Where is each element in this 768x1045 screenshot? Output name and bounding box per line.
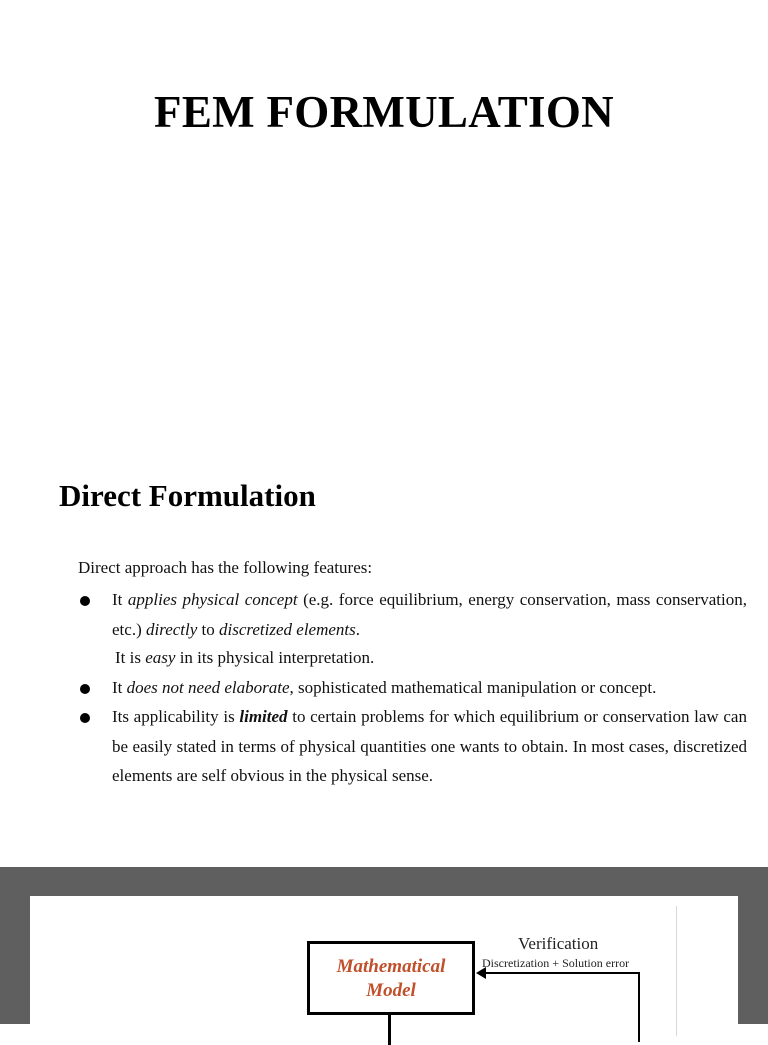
text-run: directly: [145, 619, 198, 639]
text-run: (e.g. force equilibrium, energy conservation, mass conservation, etc.): [112, 590, 748, 639]
bullet-subline: [115, 648, 374, 668]
feedback-arrow-vertical: [638, 972, 640, 1042]
text-run: .: [355, 619, 361, 639]
text-run: does not need elaborate: [126, 678, 290, 697]
text-run: Its applicability is: [112, 707, 240, 726]
text-run: limited: [239, 707, 288, 726]
intro-text: Direct approach has the following features:: [78, 558, 373, 577]
diagram-page: [30, 896, 738, 1036]
section-heading: Direct Formulation: [59, 478, 316, 513]
bullet-dot-icon: [80, 684, 90, 694]
text-run: It: [112, 590, 128, 609]
text-run: applies physical concept: [127, 590, 298, 609]
text-run: to: [197, 619, 220, 639]
text-run: It is: [115, 648, 146, 667]
bullet-text-2: [112, 673, 747, 703]
bullet-text-1: [112, 585, 747, 644]
verification-subtitle: Discretization + Solution error: [482, 956, 630, 970]
bullet-dot-icon: [80, 713, 90, 723]
diagram-slide-frame: [0, 867, 768, 1024]
page-divider: [676, 906, 677, 1036]
text-run: easy: [145, 648, 176, 667]
text-run: to certain problems for which equilibrium or conservation law can be easily stated in terms of physical quantities one wants to obtain. In most cases, discretized elements are self obvious in the physical sense.: [112, 707, 747, 785]
connector-down-line: [388, 1015, 391, 1045]
model-label-line2: Model: [366, 980, 416, 1001]
text-run: , sophisticated mathematical manipulation or concept.: [289, 678, 657, 697]
direct-formulation-slide: [0, 430, 768, 867]
text-run: in its physical interpretation.: [175, 648, 375, 667]
verification-label: Verification: [518, 934, 599, 953]
feedback-arrow-line: [478, 972, 640, 974]
model-label-line1: Mathematical: [336, 956, 446, 977]
mathematical-model-box: [307, 941, 475, 1015]
text-run: It: [112, 678, 127, 697]
bullet-dot-icon: [80, 596, 90, 606]
arrow-left-icon: [476, 967, 486, 979]
title-slide: [0, 0, 768, 430]
page-title: FEM FORMULATION: [154, 87, 614, 137]
bullet-text-3: [112, 702, 747, 791]
text-run: discretized elements: [219, 619, 356, 639]
